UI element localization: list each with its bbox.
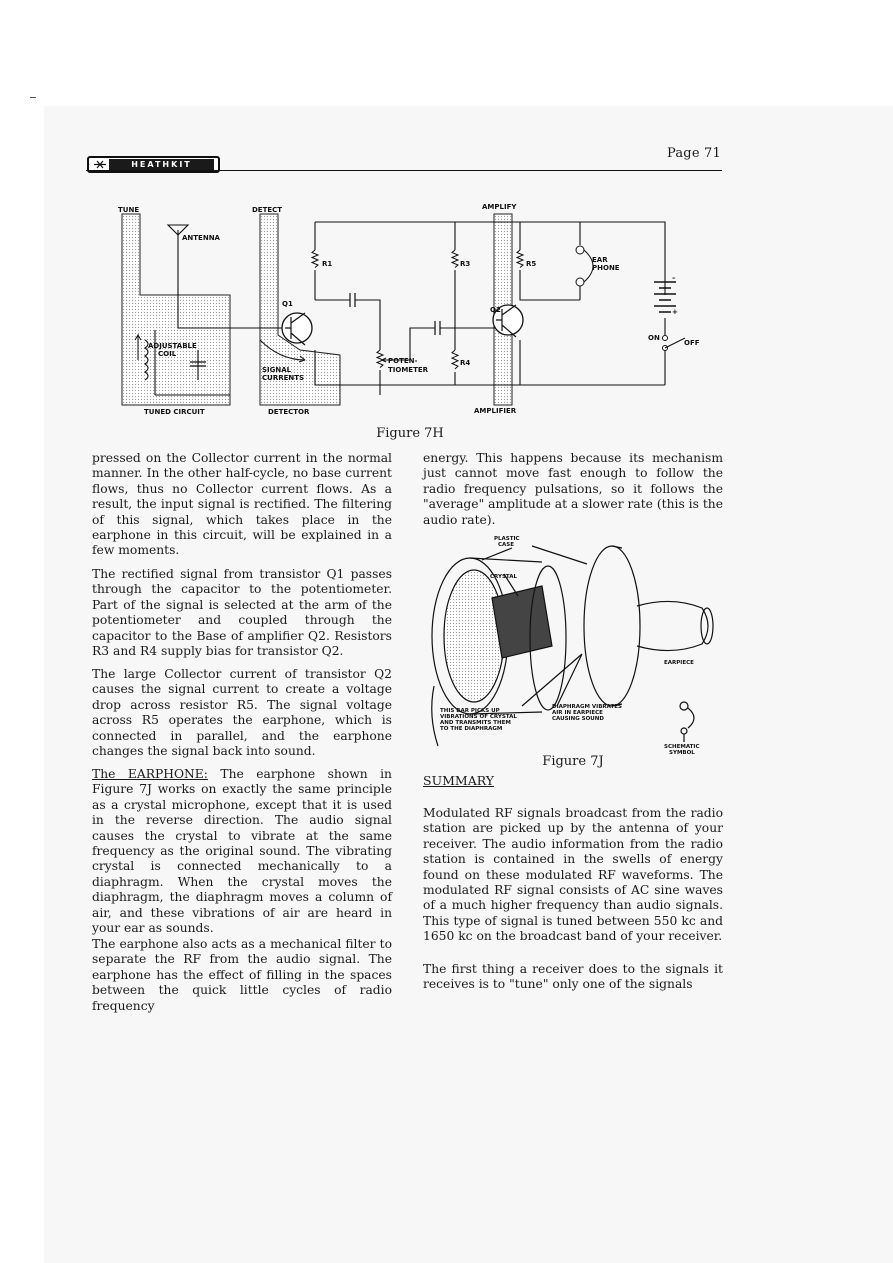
label-bar-line-3: AND TRANSMITS THEM <box>440 720 511 726</box>
brand-name: HEATHKIT <box>109 159 214 170</box>
figure-7h-caption: Figure 7H <box>376 426 444 441</box>
label-q2: Q2 <box>490 306 501 314</box>
label-off: OFF <box>684 339 700 347</box>
label-tune: TUNE <box>118 206 140 214</box>
label-crystal: CRYSTAL <box>490 574 518 580</box>
page-number: Page 71 <box>666 146 721 161</box>
label-antenna: ANTENNA <box>182 234 220 242</box>
label-minus: – <box>672 274 676 282</box>
header-rule <box>86 170 722 171</box>
summary-heading: SUMMARY <box>423 773 495 788</box>
left-paragraph-2: The rectified signal from transistor Q1 passes through the capacitor to the potentiometer. Part of the signal is selected at the arm of the potentiometer and coupled through the capacitor to the Base of amplifier Q2. Resistors R3 and R4 supply bias for transistor Q2. <box>92 567 392 659</box>
label-diaphragm-line-3: CAUSING SOUND <box>552 716 604 722</box>
label-earpiece: EARPIECE <box>664 660 694 666</box>
label-r3: R3 <box>460 260 471 268</box>
right-paragraph-3: The first thing a receiver does to the signals it receives is to "tune" only one of the signals <box>423 962 723 992</box>
label-diaphragm-line-1: DIAPHRAGM VIBRATES <box>552 704 622 710</box>
right-paragraph-2: Modulated RF signals broadcast from the radio station are picked up by the antenna of your receiver. The audio information from the radio station is contained in the swells of energy found on these modulated RF waveforms. The modulated RF signal consists of AC sine waves of a much higher frequency than audio signals. This type of signal is tuned between 550 kc and 1650 kc on the broadcast band of your receiver. <box>423 806 723 944</box>
right-paragraph-1: energy. This happens because its mechanism just cannot move fast enough to follow the radio frequency pulsations, so it follows the "average" amplitude at a slower rate (this is the audio rate). <box>423 451 723 527</box>
label-amplify: AMPLIFY <box>482 203 517 211</box>
earphone-heading: The EARPHONE: <box>92 767 208 781</box>
figure-7j-earphone-drawing <box>422 526 722 766</box>
earphone-body: The earphone shown in Figure 7J works on exactly the same principle as a crystal microphone, except that it is used in the reverse direction. The audio signal causes the crystal to vibrate at the same frequency as the original sound. The vibrating crystal is connected mechanically to a diaphragm. When the crystal moves the diaphragm, the diaphragm moves a column of air, and these vibrations of air are heard in your ear as sounds. <box>92 767 392 936</box>
label-r1: R1 <box>322 260 333 268</box>
label-case: CASE <box>498 542 515 548</box>
label-coil: COIL <box>158 350 177 358</box>
label-diaphragm-line-2: AIR IN EARPIECE <box>552 710 603 716</box>
label-plus: + <box>672 308 678 316</box>
label-amplifier: AMPLIFIER <box>474 407 517 415</box>
label-signal: SIGNAL <box>262 366 292 374</box>
label-bar-line-2: VIBRATIONS OF CRYSTAL <box>440 714 517 720</box>
label-schematic: SCHEMATIC <box>664 744 700 750</box>
label-r4: R4 <box>460 359 471 367</box>
label-on: ON <box>648 334 660 342</box>
label-plastic: PLASTIC <box>494 536 520 542</box>
label-symbol: SYMBOL <box>669 750 695 756</box>
figure-7j-caption: Figure 7J <box>542 754 604 769</box>
left-paragraph-3: The large Collector current of transistor Q2 causes the signal current to create a voltage drop across resistor R5. The signal voltage across R5 operates the earphone, which is connected in parallel, and the earphone changes the signal back into sound. <box>92 667 392 759</box>
logo-emblem-icon <box>93 159 107 170</box>
label-detector: DETECTOR <box>268 408 310 416</box>
label-tuned-circuit: TUNED CIRCUIT <box>144 408 205 416</box>
label-detect: DETECT <box>252 206 283 214</box>
label-phone: PHONE <box>592 264 620 272</box>
label-poten: POTEN- <box>388 357 418 365</box>
label-bar-line-1: THIS BAR PICKS UP <box>440 708 500 714</box>
label-q1: Q1 <box>282 300 293 308</box>
page-edge-mark <box>30 97 36 98</box>
label-bar-line-4: TO THE DIAPHRAGM <box>440 726 503 732</box>
left-paragraph-1: pressed on the Collector current in the normal manner. In the other half-cycle, no base current flows, thus no Collector current flows. As a result, the input signal is rectified. The filtering of this signal, which takes place in the earphone in this circuit, will be explained in a few moments. <box>92 451 392 558</box>
label-r5: R5 <box>526 260 537 268</box>
figure-7h-circuit-diagram <box>110 200 730 420</box>
label-ear: EAR <box>592 256 608 264</box>
left-paragraph-4 <box>92 767 392 936</box>
label-tiometer: TIOMETER <box>388 366 429 374</box>
left-paragraph-5: The earphone also acts as a mechanical filter to separate the RF from the audio signal. The earphone has the effect of filling in the spaces between the quick little cycles of radio frequency <box>92 937 392 1013</box>
label-currents: CURRENTS <box>262 374 305 382</box>
label-adjustable: ADJUSTABLE <box>148 342 197 350</box>
